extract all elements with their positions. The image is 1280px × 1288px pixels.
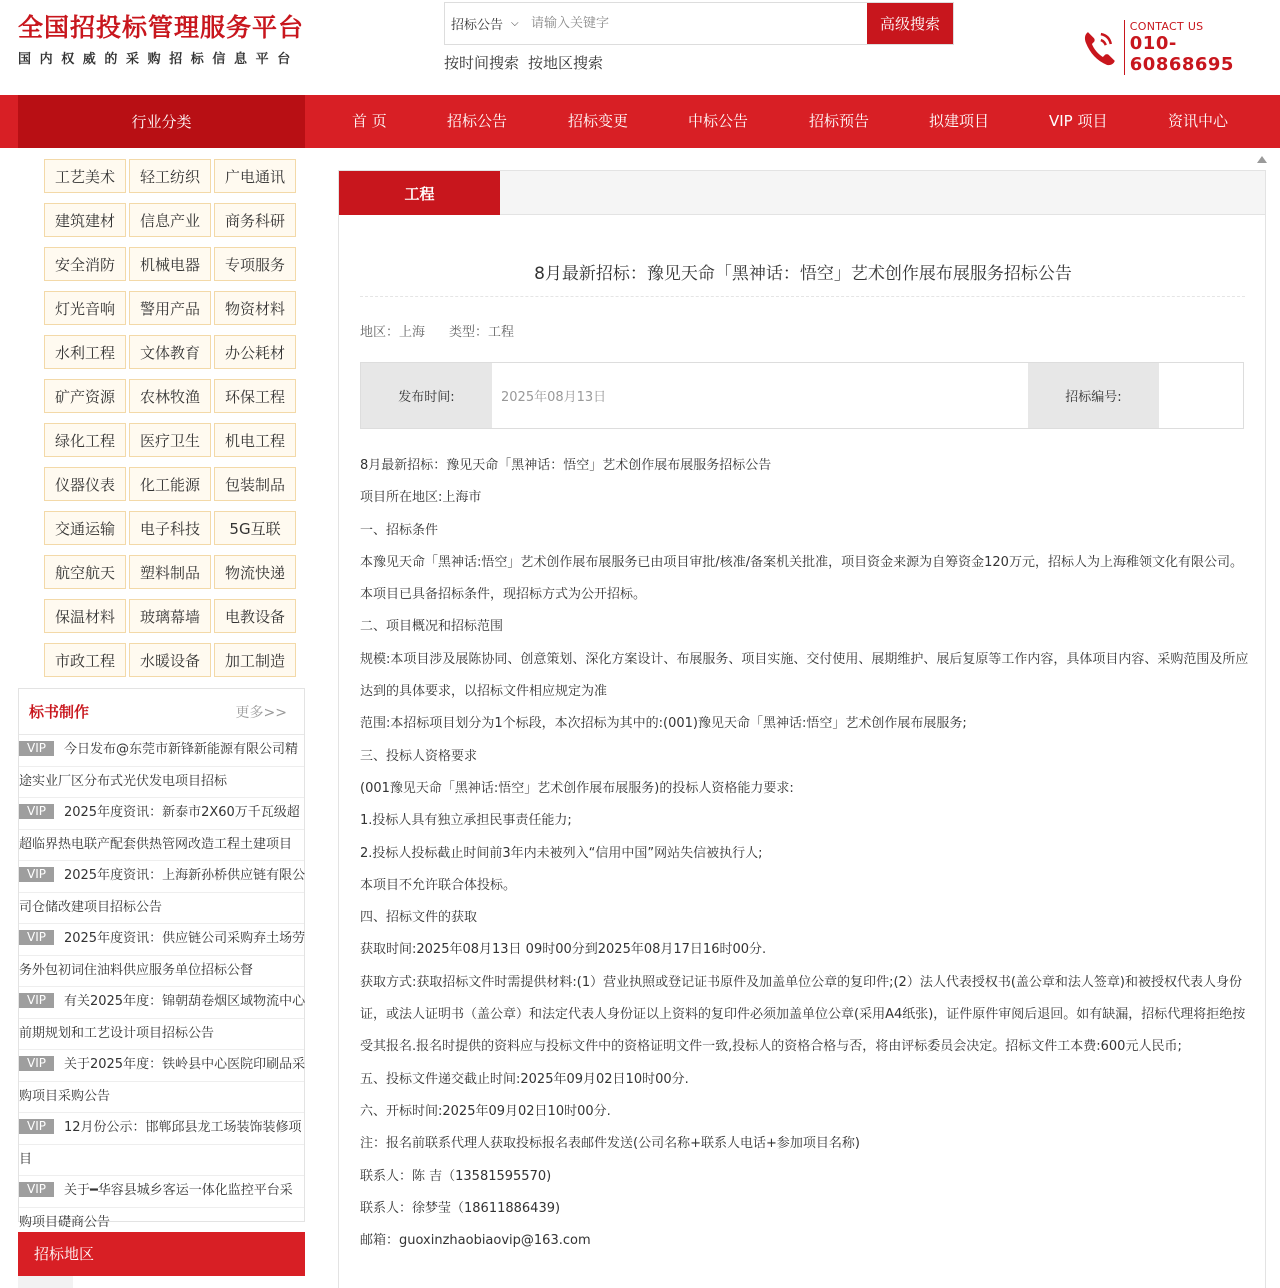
article-paragraph: 达到的具体要求，以招标文件相应规定为准 <box>360 684 608 700</box>
vip-item-line <box>19 924 304 956</box>
tab-engineering[interactable]: 工程 <box>339 171 500 215</box>
vip-item-text: 今日发布@东莞市新锋新能源有限公司精 <box>63 742 298 757</box>
article-tabbar <box>339 171 1265 215</box>
article-paragraph: 联系人：陈 吉（13581595570) <box>360 1168 552 1184</box>
vip-item-line <box>19 798 304 830</box>
article-paragraph: 邮箱：guoxinzhaobiaovip@163.com <box>360 1233 591 1249</box>
article-paragraph: 项目所在地区:上海市 <box>360 490 482 506</box>
contact-phone: 010-60868695 <box>1129 33 1234 75</box>
article-meta <box>360 321 514 340</box>
category-item[interactable]: 工艺美术 <box>44 159 126 193</box>
article-paragraph: 获取方式:获取招标文件时需提供材料:(1）营业执照或登记证书原件及加盖单位公章的复印件;(2）法人代表授权书(盖公章和法人签章)和被授权代表人身份 <box>360 974 1242 990</box>
category-item[interactable]: 电教设备 <box>214 599 296 633</box>
vip-list-item[interactable] <box>19 1176 304 1239</box>
vip-badge: VIP <box>19 930 54 945</box>
category-item[interactable]: 市政工程 <box>44 643 126 677</box>
search-by-region-link[interactable]: 按地区搜索 <box>528 54 604 72</box>
article-paragraph: 规模:本项目涉及展陈协同、创意策划、深化方案设计、布展服务、项目实施、交付使用、展期维护、展后复原等工作内容，具体项目内容、采购范围及所应 <box>360 651 1249 667</box>
vip-item-line <box>19 1176 304 1208</box>
vip-item-text-cont: 途实业厂区分布式光伏发电项目招标 <box>19 773 228 789</box>
contact-label: CONTACT US <box>1129 20 1204 33</box>
category-item[interactable]: 包装制品 <box>214 467 296 501</box>
vip-item-line <box>19 861 304 893</box>
chevron-down-icon: ⌵ <box>511 18 519 29</box>
category-item[interactable]: 交通运输 <box>44 511 126 545</box>
bid-writing-panel <box>18 688 306 1230</box>
article-paragraph: 一、招标条件 <box>360 522 439 538</box>
vip-item-line <box>19 987 304 1019</box>
search-type-value: 招标公告 <box>451 18 504 33</box>
article-paragraph: 受其报名.报名时提供的资料应与投标文件中的资格证明文件一致,投标人的资格合格与否，将由评标委员会决定。招标文件工本费:600元人民币; <box>360 1039 1182 1055</box>
category-item[interactable]: 机电工程 <box>214 423 296 457</box>
article-paragraph: 三、投标人资格要求 <box>360 748 478 764</box>
vip-item-text: 关于━华容县城乡客运一体化监控平台采 <box>63 1183 293 1198</box>
category-item[interactable]: 农林牧渔 <box>129 379 211 413</box>
vip-item-text-cont: 前期规划和工艺设计项目招标公告 <box>19 1025 215 1041</box>
category-item[interactable]: 玻璃幕墙 <box>129 599 211 633</box>
vip-list-item[interactable] <box>19 735 304 798</box>
vip-item-text-cont: 目 <box>19 1151 33 1167</box>
industry-category-grid <box>44 159 296 677</box>
vip-badge: VIP <box>19 993 54 1008</box>
vip-item-line <box>19 1050 304 1082</box>
article-paragraph: (001豫见天命「黑神话:悟空」艺术创作展布展服务)的投标人资格能力要求: <box>360 780 794 796</box>
nav-news-center[interactable]: 资讯中心 <box>1168 112 1229 130</box>
vip-item-text-cont: 司仓储改建项目招标公告 <box>19 899 163 915</box>
category-item[interactable]: 航空航天 <box>44 555 126 589</box>
article-paragraph: 本豫见天命「黑神话:悟空」艺术创作展布展服务已由项目审批/核准/备案机关批准，项目资金来源为自筹资金120万元，招标人为上海稚领文化有限公司。 <box>360 554 1243 570</box>
search-by-time-link[interactable]: 按时间搜索 <box>444 54 520 72</box>
category-item[interactable]: 轻工纺织 <box>129 159 211 193</box>
bid-region-header[interactable]: 招标地区 <box>18 1232 305 1276</box>
category-item[interactable]: 机械电器 <box>129 247 211 281</box>
nav-home[interactable]: 首 页 <box>352 112 387 130</box>
vip-item-text: 2025年度资讯：上海新孙桥供应链有限公 <box>63 868 306 883</box>
vip-list-item[interactable] <box>19 1113 304 1176</box>
site-logo[interactable] <box>18 8 304 67</box>
vip-list <box>19 735 304 1239</box>
category-item[interactable]: 水利工程 <box>44 335 126 369</box>
article-paragraph: 本项目已具备招标条件，现招标方式为公开招标。 <box>360 587 647 603</box>
category-item[interactable]: 绿化工程 <box>44 423 126 457</box>
vip-list-item[interactable] <box>19 798 304 861</box>
category-item[interactable]: 加工制造 <box>214 643 296 677</box>
category-item[interactable]: 塑料制品 <box>129 555 211 589</box>
publish-time-value: 2025年08月13日 <box>501 390 607 405</box>
category-item[interactable]: 仪器仪表 <box>44 467 126 501</box>
category-item[interactable]: 信息产业 <box>129 203 211 237</box>
phone-icon <box>1082 28 1116 68</box>
category-item[interactable]: 保温材料 <box>44 599 126 633</box>
vip-item-text-cont: 超临界热电联产配套供热管网改造工程土建项目 <box>19 836 293 852</box>
category-item[interactable]: 物资材料 <box>214 291 296 325</box>
vip-badge: VIP <box>19 867 54 882</box>
category-item[interactable]: 医疗卫生 <box>129 423 211 457</box>
scroll-up-arrow-icon[interactable] <box>1257 156 1267 163</box>
vip-item-text: 2025年度资讯：供应链公司采购弃土场劳 <box>63 931 306 946</box>
category-item[interactable]: 安全消防 <box>44 247 126 281</box>
category-item[interactable]: 灯光音响 <box>44 291 126 325</box>
vip-badge: VIP <box>19 804 54 819</box>
article-paragraph: 8月最新招标：豫见天命「黑神话：悟空」艺术创作展布展服务招标公告 <box>360 458 772 473</box>
article-paragraph: 联系人：徐梦莹（18611886439) <box>360 1200 561 1216</box>
category-item[interactable]: 电子科技 <box>129 511 211 545</box>
vip-item-text-cont: 购项目礎商公告 <box>19 1214 111 1230</box>
article-body <box>360 450 1250 1257</box>
article-paragraph: 1.投标人具有独立承担民事责任能力; <box>360 813 572 829</box>
article-paragraph: 本项目不允许联合体投标。 <box>360 877 517 893</box>
vip-item-text: 有关2025年度：锦朝葫卷烟区域物流中心 <box>63 994 306 1009</box>
nav-vip-projects[interactable]: VIP 项目 <box>1049 112 1108 130</box>
title-divider <box>360 296 1245 297</box>
article-title: 8月最新招标：豫见天命「黑神话：悟空」艺术创作展布展服务招标公告 <box>534 264 1072 284</box>
nav-industry-category[interactable]: 行业分类 <box>18 95 305 148</box>
publish-time-label: 发布时间: <box>361 363 492 428</box>
vip-item-line <box>19 735 304 767</box>
vip-list-item[interactable] <box>19 861 304 924</box>
article-paragraph: 四、招标文件的获取 <box>360 910 478 926</box>
main-nav <box>0 95 1280 148</box>
nav-bid-preview[interactable]: 招标预告 <box>809 112 870 130</box>
category-item[interactable]: 化工能源 <box>129 467 211 501</box>
vip-item-text-cont: 购项目采购公告 <box>19 1088 111 1104</box>
article-region: 地区：上海 <box>360 325 426 340</box>
nav-award-notice[interactable]: 中标公告 <box>688 112 749 130</box>
bid-number-label: 招标编号: <box>1028 363 1159 428</box>
vip-badge: VIP <box>19 1119 54 1134</box>
category-item[interactable]: 商务科研 <box>214 203 296 237</box>
nav-bid-notice[interactable]: 招标公告 <box>447 112 508 130</box>
vip-item-text: 关于2025年度：铁岭县中心医院印刷品采 <box>63 1057 306 1072</box>
category-item[interactable]: 矿产资源 <box>44 379 126 413</box>
bid-number-value <box>1159 363 1243 428</box>
article-type: 类型：工程 <box>449 325 515 340</box>
vip-badge: VIP <box>19 1056 54 1071</box>
logo-title: 全国招投标管理服务平台 <box>18 13 305 42</box>
vip-badge: VIP <box>19 741 54 756</box>
vip-item-text-cont: 务外包初词住油料供应服务单位招标公督 <box>19 962 254 978</box>
article-paragraph: 证，或法人证明书（盖公章）和法定代表人身份证以上资料的复印件必须加盖单位公章(采用A4纸张)，证件原件审阅后退回。如有缺漏，招标代理将拒绝按 <box>360 1007 1246 1023</box>
article-paragraph: 2.投标人投标截止时间前3年内未被列入“信用中国”网站失信被执行人; <box>360 845 763 861</box>
category-item[interactable]: 文体教育 <box>129 335 211 369</box>
category-item[interactable]: 物流快递 <box>214 555 296 589</box>
article-paragraph: 注：报名前联系代理人获取投标报名表邮件发送(公司名称+联系人电话+参加项目名称) <box>360 1136 860 1152</box>
category-item[interactable]: 警用产品 <box>129 291 211 325</box>
logo-subtitle: 国内权威的采购招标信息平台 <box>18 52 299 67</box>
vip-item-text: 2025年度资讯：新泰市2X60万千瓦级超 <box>63 805 300 820</box>
article-panel <box>338 170 1266 1288</box>
search-shortcuts <box>444 52 603 73</box>
article-paragraph: 获取时间:2025年08月13日 09时00分到2025年08月17日16时00分. <box>360 942 767 958</box>
contact-info <box>1082 20 1280 75</box>
article-paragraph: 二、项目概况和招标范围 <box>360 619 504 635</box>
region-list-stub <box>18 1276 73 1288</box>
search-input[interactable] <box>531 3 867 44</box>
more-link[interactable]: 更多>> <box>235 704 287 721</box>
search-bar <box>444 2 954 45</box>
advanced-search-button[interactable]: 高级搜索 <box>867 3 953 44</box>
article-paragraph: 五、投标文件递交截止时间:2025年09月02日10时00分. <box>360 1071 689 1087</box>
article-paragraph: 范围:本招标项目划分为1个标段，本次招标为其中的:(001)豫见天命「黑神话:悟空」艺术创作展布展服务; <box>360 716 967 732</box>
vip-badge: VIP <box>19 1182 54 1197</box>
nav-proposed-projects[interactable]: 拟建项目 <box>929 112 990 130</box>
category-item[interactable]: 建筑建材 <box>44 203 126 237</box>
vip-item-text: 12月份公示：邯郸邱县龙工场装饰装修项 <box>63 1120 302 1135</box>
category-item[interactable]: 办公耗材 <box>214 335 296 369</box>
vip-list-item[interactable] <box>19 1050 304 1113</box>
category-item[interactable]: 5G互联 <box>214 511 296 545</box>
vip-list-item[interactable] <box>19 987 304 1050</box>
category-item[interactable]: 环保工程 <box>214 379 296 413</box>
vip-item-line <box>19 1113 304 1145</box>
article-info-table <box>360 362 1244 429</box>
panel-title: 标书制作 <box>29 703 90 721</box>
category-item[interactable]: 水暖设备 <box>129 643 211 677</box>
vip-list-item[interactable] <box>19 924 304 987</box>
nav-bid-change[interactable]: 招标变更 <box>568 112 629 130</box>
search-type-select[interactable] <box>445 3 531 44</box>
article-paragraph: 六、开标时间:2025年09月02日10时00分. <box>360 1103 611 1119</box>
category-item[interactable]: 广电通讯 <box>214 159 296 193</box>
category-item[interactable]: 专项服务 <box>214 247 296 281</box>
